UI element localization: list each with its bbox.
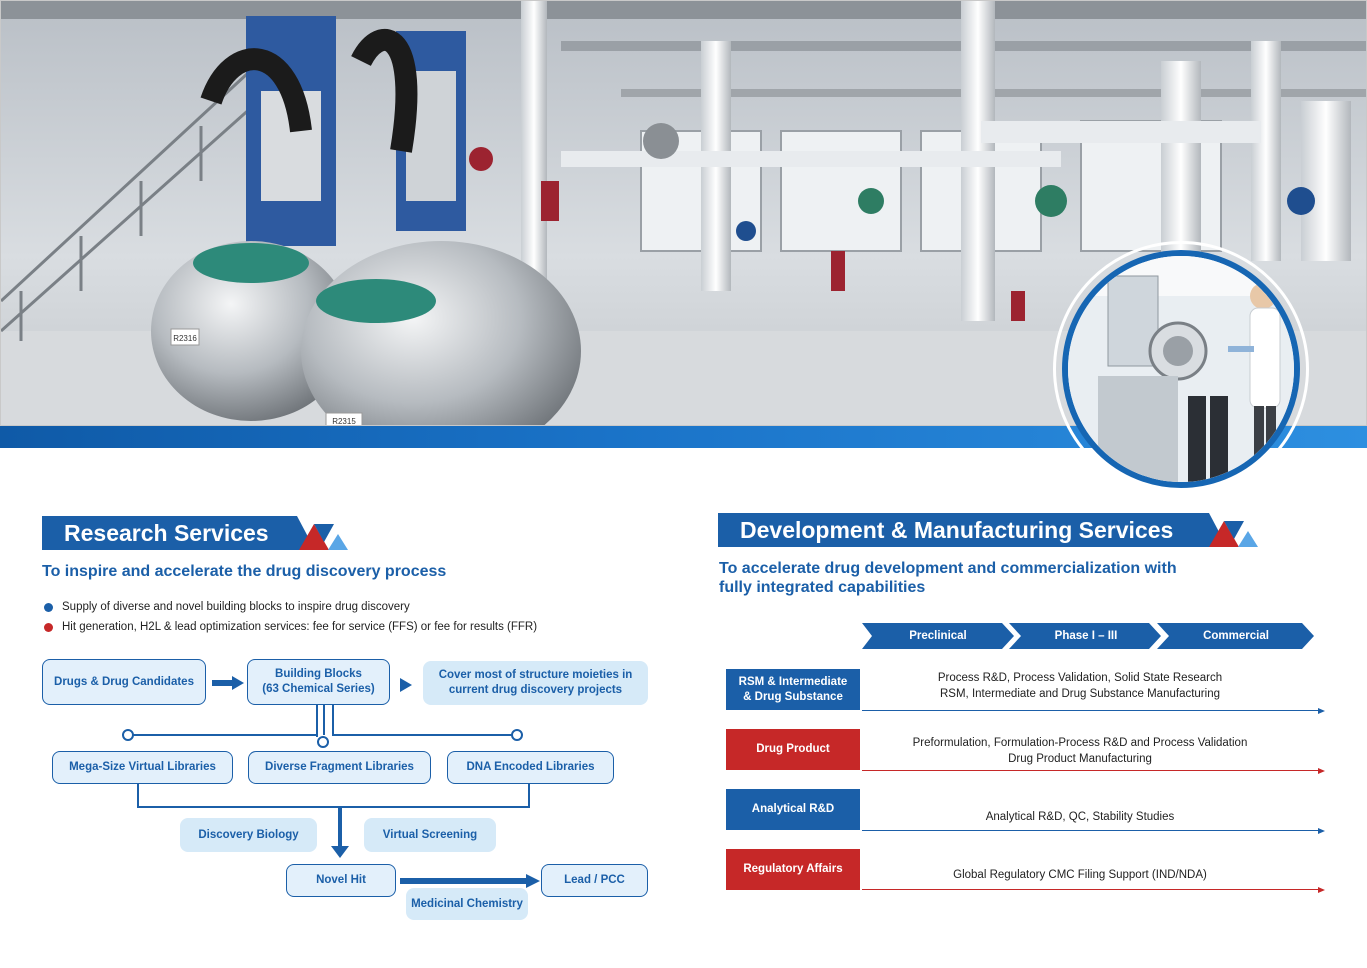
phase-commercial: Commercial (1203, 630, 1269, 642)
row-desc-regulatory-text: Global Regulatory CMC Filing Support (IND/NDA) (953, 869, 1207, 881)
brand-triangle-logo-icon (1206, 519, 1258, 547)
connector-knob-icon (122, 729, 134, 741)
building-blocks-box (247, 659, 390, 705)
row-timeline-line (862, 889, 1318, 890)
triangle-right-icon (400, 678, 412, 692)
connector-knob-icon (511, 729, 523, 741)
connector-knob-icon (317, 736, 329, 748)
dna-encoded-libraries-label: DNA Encoded Libraries (466, 761, 595, 773)
arrow-right-long-icon (400, 874, 540, 888)
row-label-rsm (726, 669, 860, 710)
research-services-header (42, 516, 314, 550)
research-bullet-2 (44, 621, 537, 633)
research-subtitle: To inspire and accelerate the drug discovery process (42, 563, 447, 580)
research-bullet-1-text: Supply of diverse and novel building blocks to inspire drug discovery (62, 601, 410, 613)
row-timeline-line (862, 770, 1318, 771)
drugs-candidates-box (42, 659, 206, 705)
mega-virtual-libraries-box (52, 751, 233, 784)
row-label-drug-product (726, 729, 860, 770)
dev-subtitle-line-1: To accelerate drug development and commercialization with (719, 560, 1177, 577)
row-desc-drug-product-line-1: Preformulation, Formulation-Process R&D and Process Validation (912, 737, 1248, 749)
arrow-right-icon (212, 676, 244, 690)
timeline-arrow-icon (1318, 708, 1325, 714)
tank-label-2: R2315 (332, 417, 356, 426)
blue-bullet-dot-icon (44, 603, 53, 612)
research-bullet-1 (44, 601, 410, 613)
timeline-arrow-icon (1318, 887, 1325, 893)
row-label-regulatory-text: Regulatory Affairs (743, 863, 843, 875)
mega-virtual-libraries-label: Mega-Size Virtual Libraries (69, 761, 216, 773)
row-desc-regulatory (862, 867, 1298, 883)
connector-line (132, 734, 318, 736)
medicinal-chemistry-label: Medicinal Chemistry (411, 897, 523, 910)
fragment-libraries-label: Diverse Fragment Libraries (265, 761, 414, 773)
row-desc-analytical (862, 809, 1298, 825)
lead-pcc-box (541, 864, 648, 897)
dev-manufacturing-header (718, 513, 1226, 547)
brand-triangle-logo-icon (296, 522, 348, 550)
down-arrow-shaft (338, 806, 342, 848)
phase-clinical: Phase I – III (1054, 630, 1118, 642)
connector-line (137, 784, 139, 807)
row-desc-rsm-line-2: RSM, Intermediate and Drug Substance Manufacturing (940, 688, 1220, 700)
row-desc-drug-product (862, 735, 1298, 767)
timeline-arrow-icon (1318, 768, 1325, 774)
discovery-biology-box (180, 818, 317, 852)
row-label-analytical-text: Analytical R&D (751, 803, 835, 815)
building-blocks-label: Building Blocks (275, 668, 362, 680)
row-timeline-line (862, 830, 1318, 831)
row-timeline-line (862, 710, 1318, 711)
connector-line (323, 705, 325, 735)
medicinal-chemistry-box (406, 888, 528, 920)
row-desc-rsm-line-1: Process R&D, Process Validation, Solid State Research (937, 672, 1223, 684)
row-label-rsm-line-1: RSM & Intermediate (738, 675, 848, 688)
chemical-series-label: (63 Chemical Series) (262, 683, 375, 695)
row-desc-drug-product-line-2: Drug Product Manufacturing (1008, 753, 1152, 765)
connector-line (332, 734, 512, 736)
row-label-analytical (726, 789, 860, 830)
lead-pcc-label: Lead / PCC (564, 874, 625, 886)
virtual-screening-label: Virtual Screening (382, 828, 478, 841)
dna-encoded-libraries-box (447, 751, 614, 784)
timeline-arrow-icon (1318, 828, 1325, 834)
drugs-candidates-label: Drugs & Drug Candidates (54, 675, 194, 688)
research-services-title: Research Services (64, 520, 269, 546)
connector-line (528, 784, 530, 807)
arrow-down-icon (331, 846, 349, 858)
connector-line (332, 705, 334, 735)
connector-line (316, 705, 318, 737)
research-bullet-2-text: Hit generation, H2L & lead optimization services: fee for service (FFS) or fee for results (FFR) (62, 621, 538, 633)
novel-hit-box (286, 864, 396, 897)
red-bullet-dot-icon (44, 623, 53, 632)
connector-line (137, 806, 530, 808)
row-label-drug-product-text: Drug Product (756, 743, 830, 755)
coverage-box (423, 661, 648, 705)
phase-preclinical: Preclinical (909, 630, 967, 642)
row-label-regulatory (726, 849, 860, 890)
dev-manufacturing-title: Development & Manufacturing Services (740, 517, 1174, 543)
row-desc-rsm (862, 670, 1298, 702)
row-label-rsm-line-2: & Drug Substance (743, 690, 843, 703)
lab-scientist-photo (1062, 250, 1300, 488)
coverage-line-2: current drug discovery projects (448, 684, 623, 696)
discovery-biology-label: Discovery Biology (198, 828, 299, 841)
fragment-libraries-box (248, 751, 431, 784)
row-desc-analytical-text: Analytical R&D, QC, Stability Studies (985, 811, 1175, 823)
dev-subtitle-line-2: fully integrated capabilities (719, 579, 926, 596)
tank-label-1: R2316 (173, 334, 197, 343)
coverage-line-1: Cover most of structure moieties in (438, 669, 633, 681)
virtual-screening-box (364, 818, 496, 852)
lab-scientist-illustration (1068, 256, 1294, 482)
novel-hit-label: Novel Hit (316, 874, 366, 886)
